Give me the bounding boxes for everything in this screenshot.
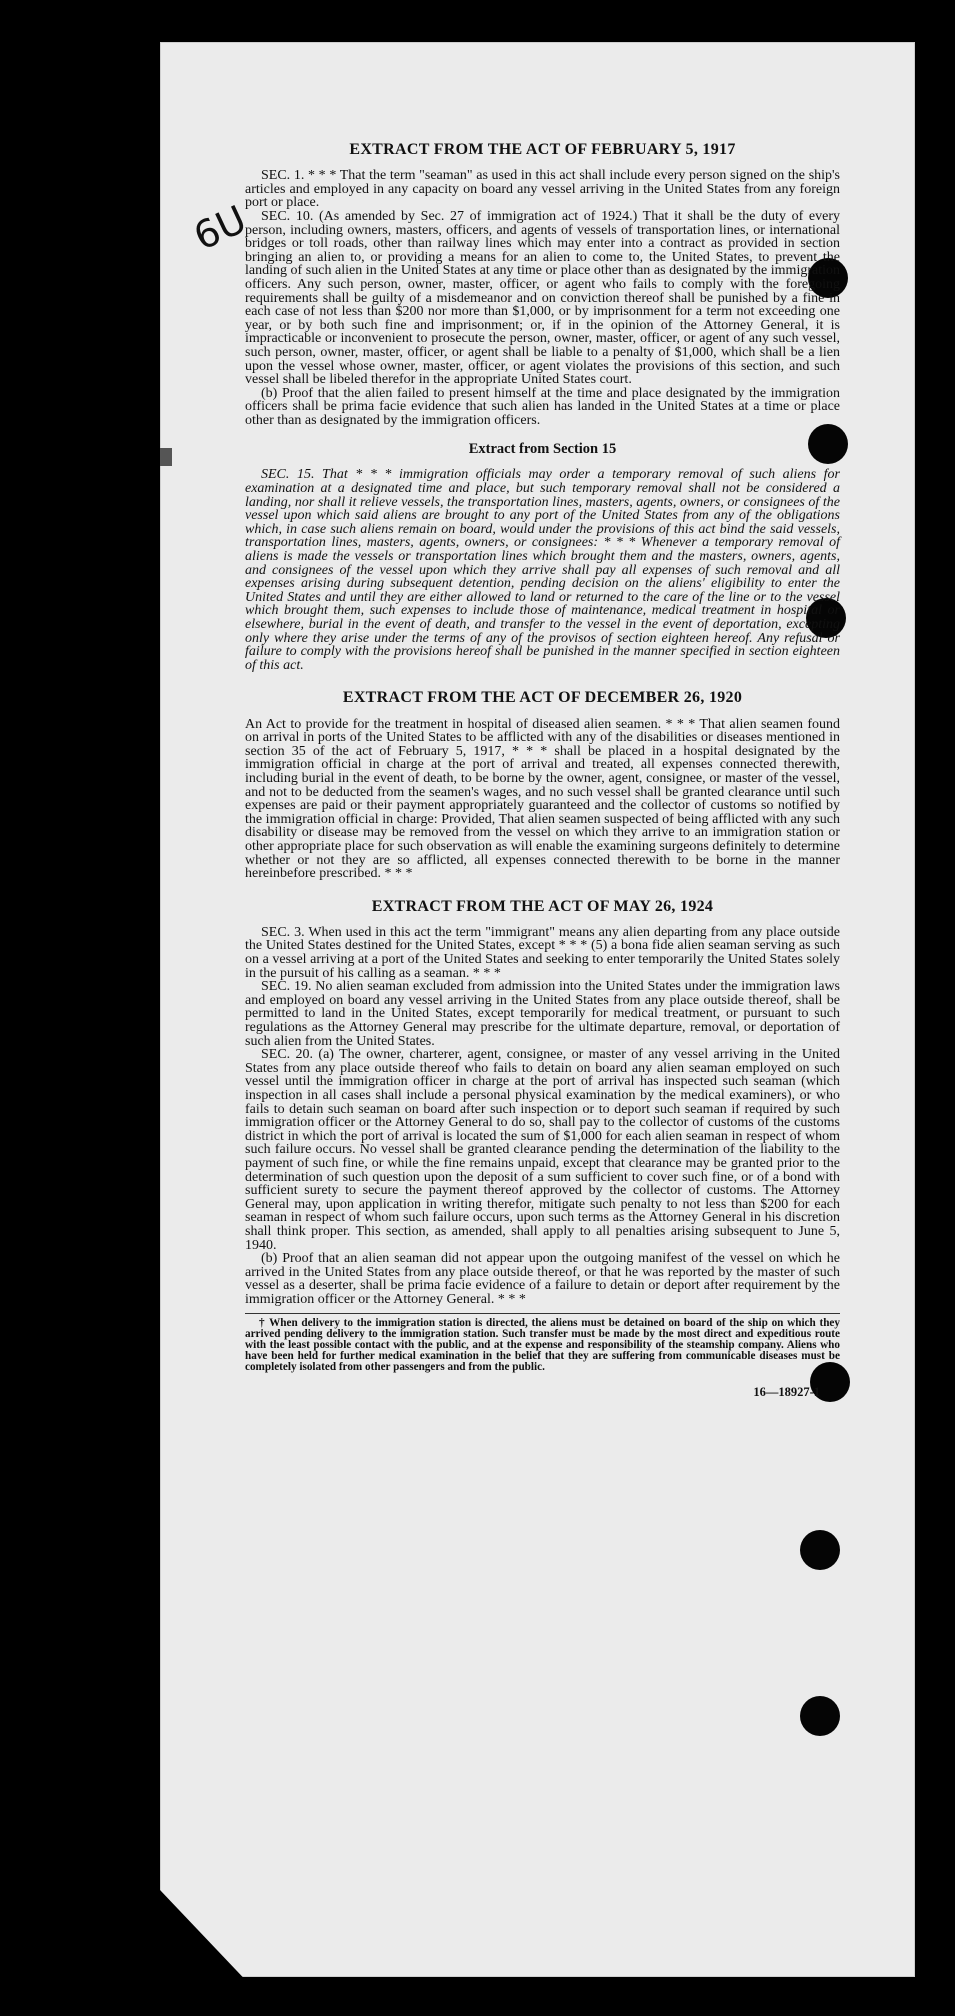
form-number: 16—18927-1 xyxy=(753,1384,820,1399)
footnote: † When delivery to the immigration station is directed, the aliens must be detained on board of the ship on which they arrived pending delivery to the immigration station. Such transfer must be made by the most direct and expeditious route with the least possible contact with the public, and at the expense and responsibility of the steamship company. Aliens who have been held for further medical examination in the belief that they are suffering from communicable diseases must be completely isolated from other passengers and from the public. xyxy=(245,1316,840,1373)
punch-hole-6 xyxy=(800,1696,840,1736)
heading-act-1920: EXTRACT FROM THE ACT OF DECEMBER 26, 1920 xyxy=(342,689,743,707)
sec3-para: SEC. 3. When used in this act the term "immigrant" means any alien departing from any place outside the United States destined for the United States, except * * * (5) a bona fide alien seaman serving as such on a vessel arriving at a port of the United States and seeking to enter temporarily the United States solely in the pursuit of his calling as a seaman. * * * xyxy=(245,924,840,981)
handwritten-mark: 6U xyxy=(187,197,253,259)
sec10-para: SEC. 10. (As amended by Sec. 27 of immigration act of 1924.) That it shall be the duty of every person, including owners, masters, officers, and agents of vessels of transportation lines, or international bridges or toll roads, other than railway lines which may enter into a contract as provided in section bringing an alien to, or providing a means for an alien to come to, the United States, to prevent the landing of such alien in the United States at any time or place other than as designated by the immigration officers. Any such person, owner, master, officer, or agent who fails to comply with the foregoing requirements shall be guilty of a misdemeanor and on conviction thereof shall be punished by a fine in each case of not less than $200 nor more than $1,000, or by imprisonment for a term not exceeding one year, or by both such fine and imprisonment; or, if in the opinion of the Attorney General, it is impracticable or inconvenient to prosecute the person, owner, master, officer, or agent of any such vessel, such person, owner, master, officer, or agent shall be liable to a penalty of $1,000, which shall be a lien upon the vessel whose owner, master, officer, or agent violates the provisions of this section, and such vessel shall be libeled therefor in the appropriate United States court. xyxy=(245,208,840,388)
document-body xyxy=(245,140,840,1400)
punch-hole-5 xyxy=(800,1530,840,1570)
footnote-divider xyxy=(245,1313,840,1314)
sec15-para: SEC. 15. That * * * immigration officials may order a temporary removal of such aliens for examination at a designated time and place, but such temporary removal shall not be considered a landing, nor shall it relieve vessels, the transportation lines, masters, agents, owners, or consignees of the vessel upon which said aliens are brought to any port of the United States from any of the obligations which, in case such aliens remain on board, would under the provisions of this act bind the said vessels, transportation lines, masters, agents, owners, or consignees: * * * Whenever a temporary removal of aliens is made the vessels or transportation lines which brought them and the masters, owners, agents, and consignees of the vessel upon which they arrive shall pay all expenses of such removal and all expenses arising during subsequent detention, pending decision on the aliens' eligibility to enter the United States and until they are either allowed to land or returned to the care of the line or to the vessel which brought them, such expenses to include those of maintenance, medical treatment in hospital or elsewhere, burial in the event of death, and transfer to the vessel in the event of deportation, excepting only where they arise under the terms of any of the provisos of section eighteen hereof. Any refusal or failure to comply with the provisions hereof shall be punished in the manner specified in section eighteen of this act. xyxy=(245,467,840,673)
sec20b-para: (b) Proof that an alien seaman did not appear upon the outgoing manifest of the vessel on which he arrived in the United States from any place outside thereof, or that he was reported by the master of such vessel as a deserter, shall be prima facie evidence of a failure to detain or deport after requirement by the immigration officer or the Attorney General. * * * xyxy=(245,1251,840,1307)
heading-section-15: Extract from Section 15 xyxy=(468,441,617,458)
heading-act-1924: EXTRACT FROM THE ACT OF MAY 26, 1924 xyxy=(371,897,714,915)
sec1-para: SEC. 1. * * * That the term "seaman" as used in this act shall include every person signed on the ship's articles and employed in any capacity on board any vessel arriving in the United States from any foreign port or place. xyxy=(245,168,840,211)
sec20a-para: SEC. 20. (a) The owner, charterer, agent, consignee, or master of any vessel arriving in the United States from any place outside thereof who fails to detain on board any alien seaman employed on such vessel until the immigration officer in charge at the port of arrival has inspected such seaman (which inspection in all cases shall include a personal physical examination by the medical examiners), or who fails to detain such seaman on board after such inspection or to deport such seaman if required by such immigration officer or the Attorney General to do so, shall pay to the collector of customs of the customs district in which the port of arrival is located the sum of $1,000 for each alien seaman in respect of whom such failure occurs. No vessel shall be granted clearance pending the determination of the liability to the payment of such fine, or while the fine remains unpaid, except that clearance may be granted prior to the determination of such question upon the deposit of a sum sufficient to cover such fine, or of a bond with sufficient surety to secure the payment thereof approved by the collector of customs. The Attorney General may, upon application in writing therefor, mitigate such penalty to not less than $200 for each seaman in respect of whom such failure occurs, upon such terms as the Attorney General in his discretion shall think proper. This section, as amended, shall apply to all penalties arising subsequent to June 5, 1940. xyxy=(245,1047,840,1253)
heading-act-1917: EXTRACT FROM THE ACT OF FEBRUARY 5, 1917 xyxy=(349,141,736,158)
sec10b-para: (b) Proof that the alien failed to present himself at the time and place designated by the immigration officers shall be prima facie evidence that such alien has landed in the United States at a time or place other than as designated by the immigration officers. xyxy=(245,385,840,428)
sec19-para: SEC. 19. No alien seaman excluded from admission into the United States under the immigration laws and employed on board any vessel arriving in the United States from any place outside thereof, shall be permitted to land in the United States, except temporarily for medical treatment, or pursuant to such regulations as the Attorney General may prescribe for the ultimate departure, removal, or deportation of such alien from the United States. xyxy=(245,979,840,1049)
act1920-para: An Act to provide for the treatment in hospital of diseased alien seamen. * * * That alien seamen found on arrival in ports of the United States to be afflicted with any of the disabilities or diseases mentioned in section 35 of the act of February 5, 1917, * * * shall be placed in a hospital designated by the immigration official in charge at the port of arrival and treated, all expenses connected therewith, including burial in the event of death, to be borne by the owner, agent, consignee, or master of the vessel, and not to be deducted from the seamen's wages, and no such vessel shall be granted clearance until such expenses are paid or their payment appropriately guaranteed and the collector of customs so notified by the immigration official in charge: Provided, That alien seamen suspected of being afflicted with any such disability or disease may be removed from the vessel on which they arrive to an immigration station or other appropriate place for such observation as will enable the examining surgeons definitely to determine whether or not they are so afflicted, all expenses connected therewith to be borne in the manner hereinbefore prescribed. * * * xyxy=(245,716,840,882)
edge-mark xyxy=(160,448,172,466)
